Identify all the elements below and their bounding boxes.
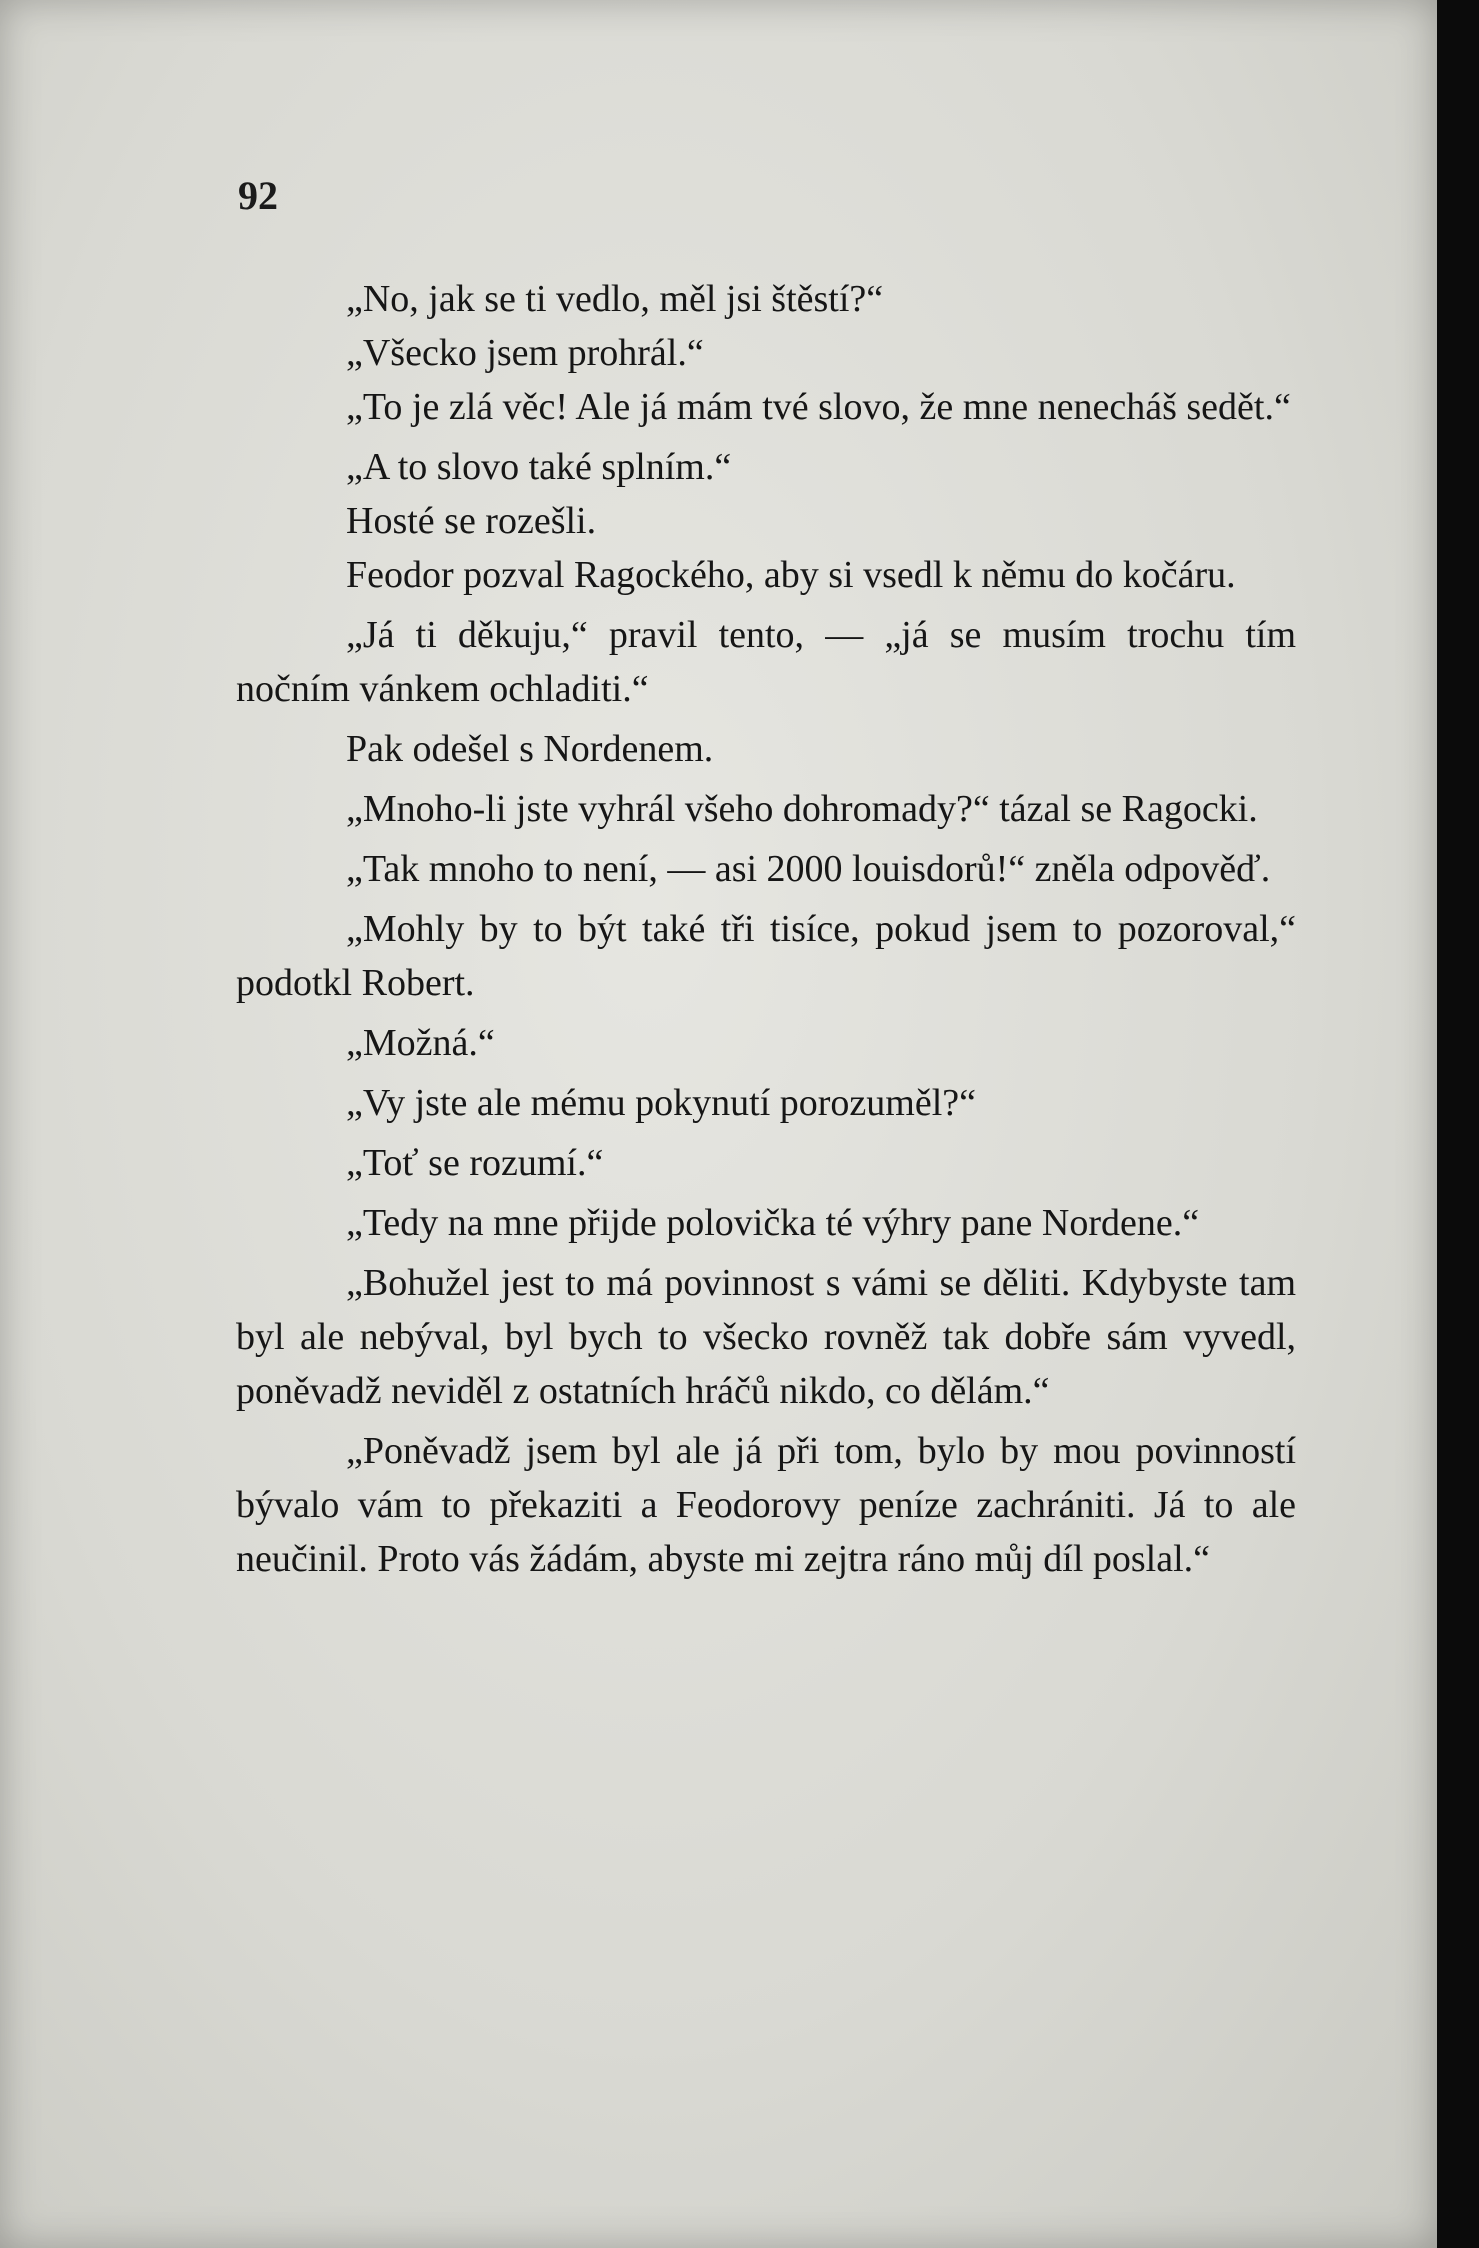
paragraph-11: „Mohly by to být také tři tisíce, pokud jsem to pozoroval,“ podotkl Robert. — [236, 908, 1296, 1004]
paragraph-13: „Vy jste ale mému pokynutí porozuměl?“ — [346, 1082, 976, 1124]
paragraph-6: Feodor pozval Ragockého, aby si vsedl k němu do kočáru. — [346, 554, 1236, 596]
paragraph-4: „A to slovo také splním.“ — [346, 446, 732, 488]
paragraph-7: „Já ti děkuju,“ pravil tento, — „já se musím trochu tím nočním vánkem ochladiti.“ — [236, 614, 1296, 710]
paragraph-10: „Tak mnoho to není, — asi 2000 louisdorů!“ zněla odpověď. — [346, 848, 1271, 890]
page-number: 92 — [238, 173, 278, 218]
paragraph-1: „No, jak se ti vedlo, měl jsi štěstí?“ — [346, 278, 884, 320]
paragraph-8: Pak odešel s Nordenem. — [346, 728, 714, 770]
paragraph-17: „Poněvadž jsem byl ale já při tom, bylo by mou povinností bývalo vám to překaziti a Feodorovy peníze zachrániti. Já to ale neučinil. Proto vás žádám, abyste mi zejtra ráno můj díl poslal.“ — [236, 1430, 1296, 1580]
paragraph-9: „Mnoho-li jste vyhrál všeho dohromady?“ tázal se Ragocki. — [346, 788, 1258, 830]
paragraph-12: „Možná.“ — [346, 1022, 495, 1064]
paragraph-16: „Bohužel jest to má povinnost s vámi se děliti. Kdybyste tam byl ale nebýval, byl bych to všecko rovněž tak dobře sám vyvedl, poněvadž neviděl z ostatních hráčů nikdo, co dělám.“ — [236, 1262, 1296, 1412]
paragraph-15: „Tedy na mne přijde polovička té výhry pane Nordene.“ — [346, 1202, 1200, 1244]
paragraph-5: Hosté se rozešli. — [346, 500, 597, 542]
paragraph-3: „To je zlá věc! Ale já mám tvé slovo, že mne nenecháš sedět.“ — [346, 386, 1291, 428]
paragraph-2: „Všecko jsem prohrál.“ — [346, 332, 704, 374]
page-text — [236, 272, 1296, 1586]
paragraph-14: „Toť se rozumí.“ — [346, 1142, 604, 1184]
